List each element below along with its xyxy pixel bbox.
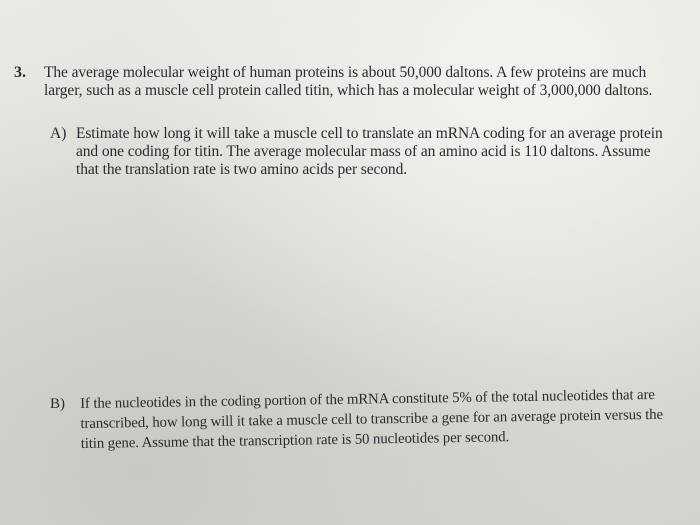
question-number: 3. <box>14 64 26 81</box>
part-a-label: A) <box>50 125 67 142</box>
part-a-text: Estimate how long it will take a muscle cell to translate an mRNA coding for an average protein and one coding for titin. The average molecular mass of an amino acid is 110 daltons. Assume that the translation rate is two amino acids per second. <box>76 125 663 178</box>
part-b-text: If the nucleotides in the coding portion of the mRNA constitute 5% of the total nucleotides that are transcribed, how long will it take a muscle cell to transcribe a gene for an average protein versus the titin gene. Assume that the transcription rate is 50 nucleotides per second. <box>80 386 664 452</box>
bleed-through-texture <box>20 195 680 325</box>
part-b-label: B) <box>50 396 65 412</box>
question-intro: The average molecular weight of human proteins is about 50,000 daltons. A few proteins are much larger, such as a muscle cell protein called titin, which has a molecular weight of 3,000,000 daltons. <box>44 64 653 99</box>
